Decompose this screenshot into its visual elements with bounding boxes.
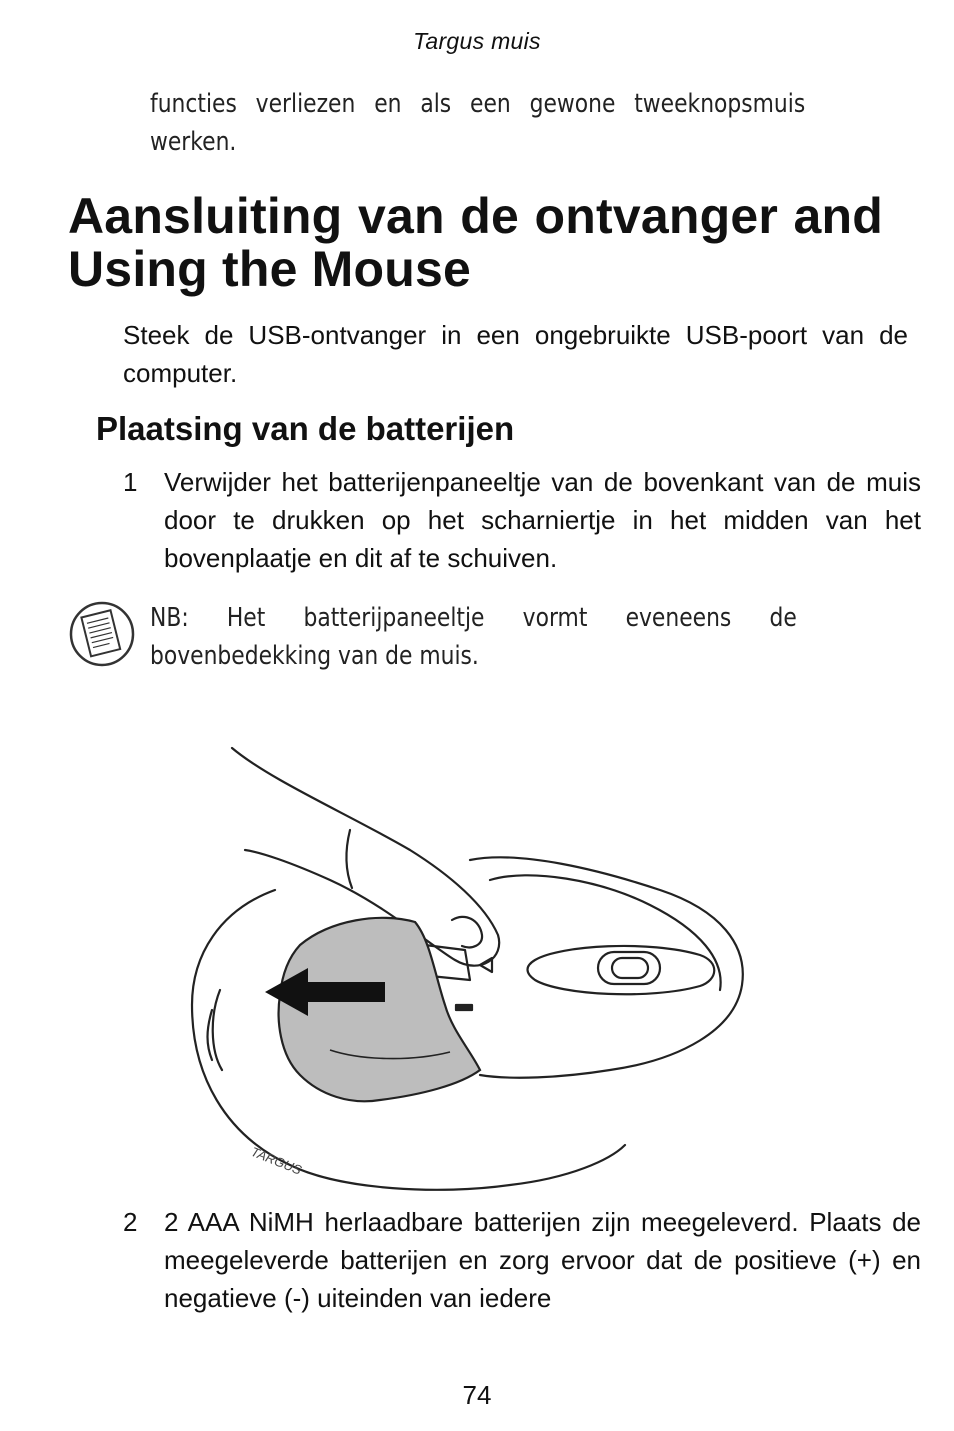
intro-paragraph: functies verliezen en als een gewone tweeknopsmuis werken. <box>150 89 806 157</box>
note-text: NB: Het batterijpaneeltje vormt eveneens de bovenbedekking van de muis. <box>150 603 797 671</box>
step-text: 2 AAA NiMH herlaadbare batterijen zijn meegeleverd. Plaats de meegeleverde batterijen en zorg ervoor dat de positieve (+) en negatieve (-) uiteinden van iedere <box>164 1207 921 1313</box>
step-text: Verwijder het batterijenpaneeltje van de bovenkant van de muis door te drukken op het scharniertje in het midden van het bovenplaatje en dit af te schuiven. <box>164 467 921 573</box>
mouse-battery-cover-illustration <box>180 740 760 1200</box>
subsection-title: Plaatsing van de batterijen <box>96 410 515 447</box>
step-number: 1 <box>123 467 138 497</box>
targus-logo: TARGUS <box>248 1143 304 1178</box>
step-number: 2 <box>123 1207 138 1237</box>
section-paragraph: Steek de USB-ontvanger in een ongebruikte USB-poort van de computer. <box>123 320 908 388</box>
page-header: Targus muis <box>413 28 541 54</box>
section-title: Aansluiting van de ontvanger and Using the Mouse <box>68 188 883 297</box>
note-icon <box>69 600 135 668</box>
page-number: 74 <box>462 1380 492 1410</box>
